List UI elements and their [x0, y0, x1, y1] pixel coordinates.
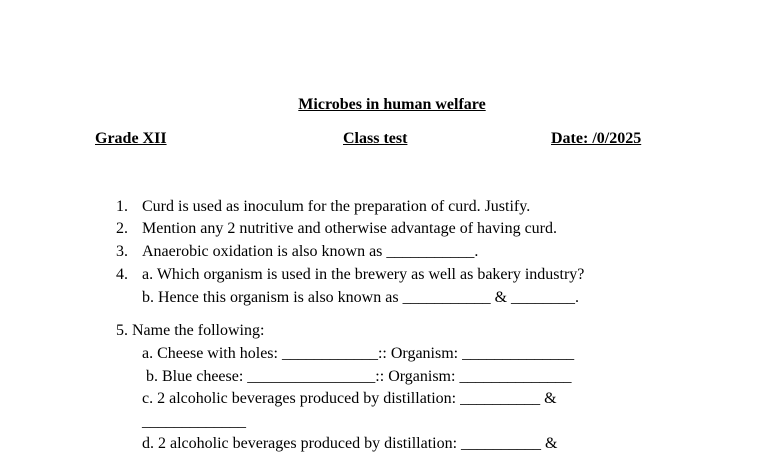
question-number: 2. [116, 220, 128, 237]
question-5d: d. 2 alcoholic beverages produced by distillation: __________ & [142, 435, 558, 452]
question-number: 3. [116, 243, 128, 260]
question-1 [116, 197, 530, 217]
question-4b [116, 288, 579, 308]
question-5a: a. Cheese with holes: ____________:: Organism: ______________ [142, 345, 575, 362]
question-text: Mention any 2 nutritive and otherwise advantage of having curd. [142, 220, 557, 237]
question-text: a. Which organism is used in the brewery as well as bakery industry? [142, 266, 585, 283]
date-label: Date: /0/2025 [551, 130, 642, 147]
grade-label: Grade XII [95, 130, 167, 147]
question-number: 1. [116, 198, 128, 215]
question-number: 4. [116, 266, 128, 283]
question-5c: c. 2 alcoholic beverages produced by distillation: __________ & [142, 390, 557, 407]
question-5-heading: 5. Name the following: [116, 322, 265, 339]
question-5b: b. Blue cheese: ________________:: Organism: ______________ [142, 368, 572, 385]
document-title: Microbes in human welfare [298, 96, 486, 113]
question-text: b. Hence this organism is also known as ___________ & ________. [142, 289, 580, 306]
question-text: Anaerobic oxidation is also known as ___________. [142, 243, 479, 260]
question-4a [116, 265, 584, 285]
question-3 [116, 242, 478, 262]
question-text: Curd is used as inoculum for the preparation of curd. Justify. [142, 198, 531, 215]
question-5c-continued: _____________ [142, 413, 246, 430]
question-2 [116, 219, 557, 239]
test-type-label: Class test [343, 130, 408, 147]
